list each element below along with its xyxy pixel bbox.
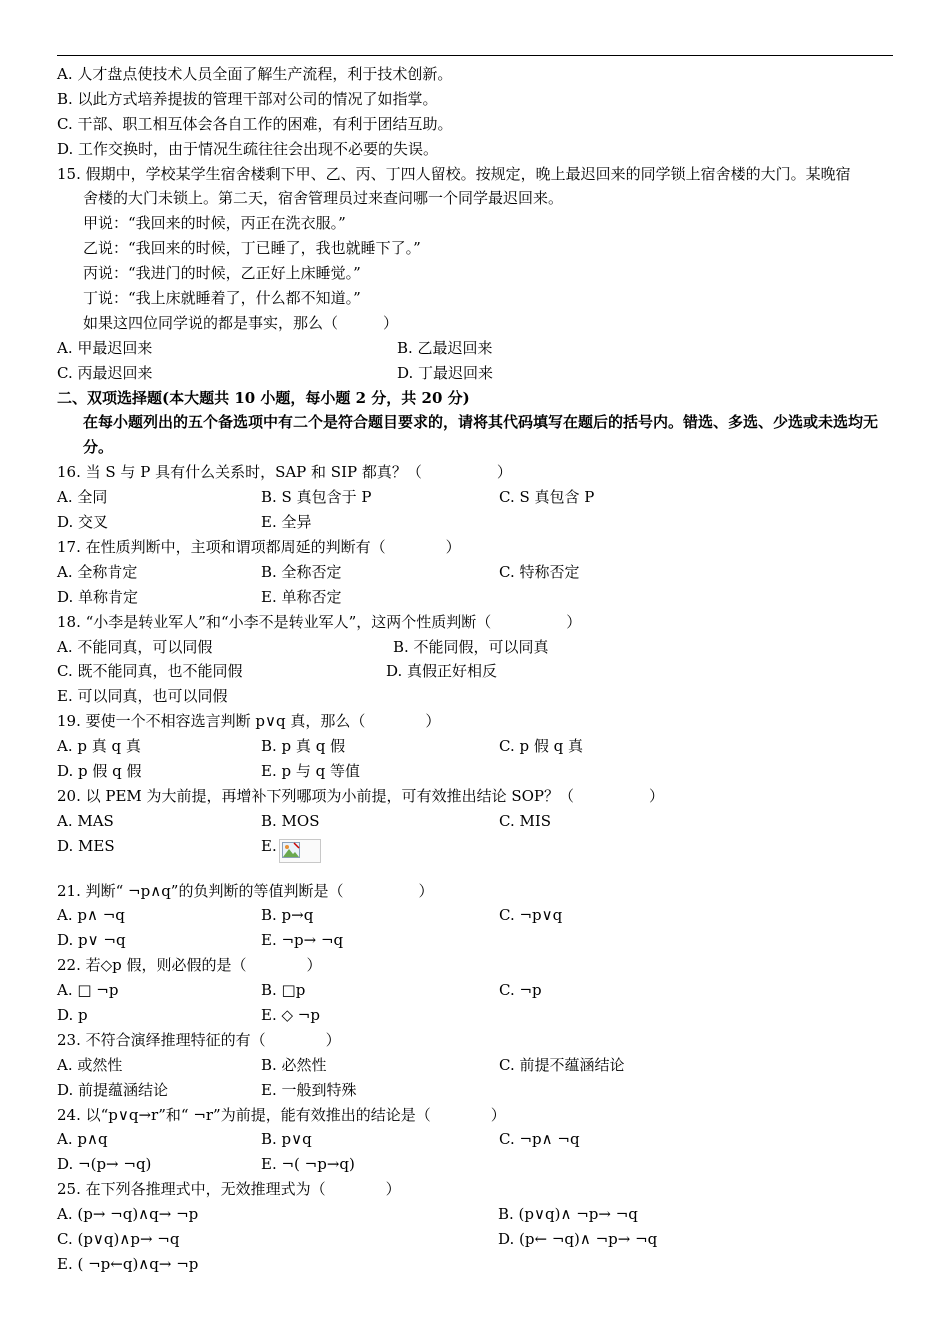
section-instruction: 在每小题列出的五个备选项中有二个是符合题目要求的，请将其代码填写在题后的括号内。错选、多选、少选或未选均无分。 [83,413,879,457]
option: B. 全称否定 [261,562,342,581]
option: A. p∧ ¬q [57,906,125,925]
option: A. 不能同真，可以同假 [57,637,213,656]
option: C. 丙最迟回来 [57,363,153,382]
quote-line: 丙说：“我进门的时候，乙正好上床睡觉。” [83,264,361,283]
option: D. 丁最迟回来 [397,363,494,382]
option: B. 乙最迟回来 [397,338,493,357]
option: D. 单称肯定 [57,587,139,606]
option-row [57,659,893,684]
header-rule [57,55,893,56]
option: D. ¬(p→ ¬q) [57,1155,152,1174]
option: B. □p [261,981,306,1000]
option-row [57,1003,893,1028]
option: B. (p∨q)∧ ¬p→ ¬q [498,1205,638,1224]
question-stem: 22. 若◇p 假，则必假的是（ ） [57,956,322,975]
option: C. p 假 q 真 [499,737,583,756]
option: C. 前提不蕴涵结论 [499,1055,625,1074]
option-row [57,336,893,361]
option: C. ¬p∧ ¬q [499,1130,580,1149]
option: C. ¬p [499,981,542,1000]
option: B. p 真 q 假 [261,737,346,756]
option-row [57,1053,893,1078]
option: D. (p← ¬q)∧ ¬p→ ¬q [498,1230,658,1248]
option: B. 必然性 [261,1055,327,1074]
question-stem: 18. “小李是转业军人”和“小李不是转业军人”，这两个性质判断（ ） [57,612,582,631]
option: C. 既不能同真，也不能同假 [57,662,243,681]
option-row [57,928,893,953]
option: B. p∨q [261,1130,312,1149]
option-row [57,809,893,834]
option-row [57,734,893,759]
spacer [57,859,893,879]
option-line: D. 工作交换时，由于情况生疏往往会出现不必要的失误。 [57,139,439,158]
quote-line: 乙说：“我回来的时候，丁已睡了，我也就睡下了。” [83,239,421,258]
option: E. 单称否定 [261,587,342,606]
option-row [57,635,893,660]
question-stem: 21. 判断“ ¬p∧q”的负判断的等值判断是（ ） [57,881,434,900]
question-stem: 24. 以“p∨q→r”和“ ¬r”为前提，能有效推出的结论是（ ） [57,1105,506,1124]
option: A. 全同 [57,488,108,507]
option: A. 甲最迟回来 [57,338,153,357]
option: E. ◇ ¬p [261,1005,320,1024]
option: B. S 真包含于 P [261,488,372,507]
option: C. ¬p∨q [499,906,563,925]
option-line: E. ( ¬p←q)∧q→ ¬p [57,1254,199,1273]
question-stem: 23. 不符合演绎推理特征的有（ ） [57,1030,341,1049]
option-row [57,585,893,610]
question-stem: 19. 要使一个不相容选言判断 p∨q 真，那么（ ） [57,712,441,731]
option-row [57,560,893,585]
option: A. 或然性 [57,1055,123,1074]
option: D. 真假正好相反 [386,662,498,681]
option-label: E. [261,836,277,855]
question-stem: 17. 在性质判断中，主项和谓项都周延的判断有（ ） [57,537,461,556]
option-row [57,361,893,386]
option-row [57,1202,893,1227]
option: D. p 假 q 假 [57,761,142,780]
option: E. ¬( ¬p→q) [261,1155,355,1174]
option: D. 交叉 [57,513,109,532]
option-row [57,903,893,928]
option: B. MOS [261,811,320,830]
option: D. MES [57,836,115,855]
option: A. MAS [57,811,114,830]
option-line: E. 可以同真，也可以同假 [57,687,228,706]
option: D. 前提蕴涵结论 [57,1080,169,1099]
question-stem-cont: 舍楼的大门未锁上。第二天，宿舍管理员过来查问哪一个同学最迟回来。 [83,189,564,208]
option: D. p [57,1005,88,1024]
option: C. 特称否定 [499,562,580,581]
option-row [57,978,893,1003]
question-stem: 20. 以 PEM 为大前提，再增补下列哪项为小前提，可有效推出结论 SOP？（ ） [57,786,664,805]
option: A. 全称肯定 [57,562,138,581]
option-line: B. 以此方式培养提拔的管理干部对公司的情况了如指掌。 [57,89,438,108]
question-stem: 25. 在下列各推理式中，无效推理式为（ ） [57,1180,401,1199]
option: D. p∨ ¬q [57,931,126,950]
option-e-with-image [261,834,321,859]
option: B. 不能同假，可以同真 [393,637,549,656]
option: A. p 真 q 真 [57,737,141,756]
option-row [57,1078,893,1103]
option: A. □ ¬p [57,981,119,1000]
quote-line: 丁说：“我上床就睡着了，什么都不知道。” [83,289,361,308]
option: C. (p∨q)∧p→ ¬q [57,1230,180,1248]
option-row [57,1227,893,1252]
option-row [57,1127,893,1152]
option: E. ¬p→ ¬q [261,931,344,950]
option: E. 全异 [261,513,312,532]
option-row [57,759,893,784]
option: C. MIS [499,811,552,830]
option: E. p 与 q 等值 [261,761,360,780]
option-row [57,485,893,510]
option: A. (p→ ¬q)∧q→ ¬p [57,1205,199,1224]
question-stem: 15. 假期中，学校某学生宿舍楼剩下甲、乙、丙、丁四人留校。按规定，晚上最迟回来的同学锁上宿舍楼的大门。某晚宿 [57,164,851,183]
option-line: A. 人才盘点使技术人员全面了解生产流程，利于技术创新。 [57,65,453,83]
quote-line: 甲说：“我回来的时候，丙正在洗衣服。” [83,214,346,233]
option: C. S 真包含 P [499,488,595,507]
option-line: C. 干部、职工相互体会各自工作的困难，有利于团结互助。 [57,114,453,133]
option: A. p∧q [57,1130,108,1149]
option-row [57,834,893,859]
option-row [57,510,893,535]
option: E. 一般到特殊 [261,1080,357,1099]
section-heading: 二、双项选择题(本大题共 10 小题，每小题 2 分，共 20 分) [57,388,470,407]
question-stem: 16. 当 S 与 P 具有什么关系时，SAP 和 SIP 都真？（ ） [57,463,512,482]
option: B. p→q [261,906,314,925]
option-row [57,1152,893,1177]
question-prompt: 如果这四位同学说的都是事实，那么（ ） [83,313,399,332]
exam-page [57,62,893,1277]
broken-image-icon [279,839,321,863]
